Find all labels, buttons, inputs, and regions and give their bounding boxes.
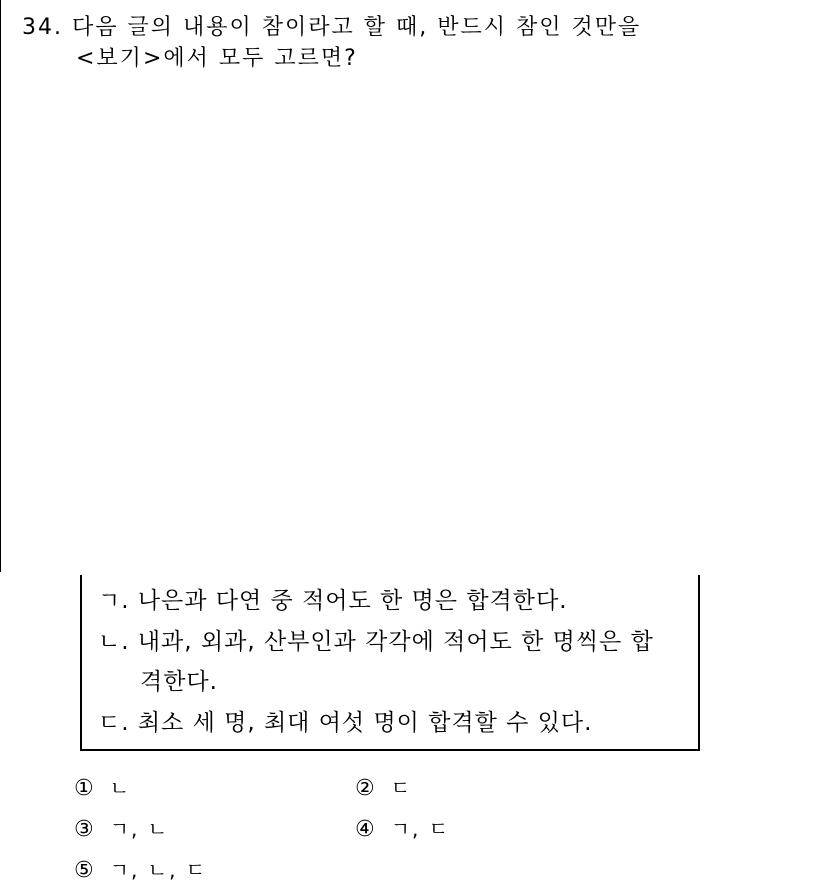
choice-number: ① xyxy=(74,776,96,801)
choice-number: ⑤ xyxy=(74,858,96,883)
bogi-box xyxy=(80,575,700,751)
bogi-item-nieun-continued: 격한다. xyxy=(140,669,218,695)
question-line-2: <보기>에서 모두 고르면? xyxy=(76,46,358,71)
bogi-item-giyeok: ㄱ. 나은과 다연 중 적어도 한 명은 합격한다. xyxy=(98,588,568,614)
answer-choice-3[interactable] xyxy=(74,814,169,845)
choice-number: ② xyxy=(355,776,377,801)
choice-number: ③ xyxy=(74,817,96,842)
choice-text: ㄱ, ㄷ xyxy=(390,817,451,841)
answer-choice-2[interactable] xyxy=(355,773,412,804)
choice-text: ㄱ, ㄴ, ㄷ xyxy=(109,858,208,882)
choice-text: ㄱ, ㄴ xyxy=(109,817,170,841)
choice-number: ④ xyxy=(355,817,377,842)
choice-text: ㄷ xyxy=(390,776,413,800)
question-line-1: 34. 다음 글의 내용이 참이라고 할 때, 반드시 참인 것만을 xyxy=(22,15,642,40)
answer-choice-4[interactable] xyxy=(355,814,450,845)
bogi-item-nieun: ㄴ. 내과, 외과, 산부인과 각각에 적어도 한 명씩은 합 xyxy=(98,629,654,655)
answer-choice-5[interactable] xyxy=(74,855,207,886)
choice-text: ㄴ xyxy=(109,776,132,800)
left-margin-rule xyxy=(0,0,1,572)
bogi-item-digeut: ㄷ. 최소 세 명, 최대 여섯 명이 합격할 수 있다. xyxy=(98,710,593,736)
question-stem xyxy=(22,12,812,74)
answer-choice-1[interactable] xyxy=(74,773,131,804)
